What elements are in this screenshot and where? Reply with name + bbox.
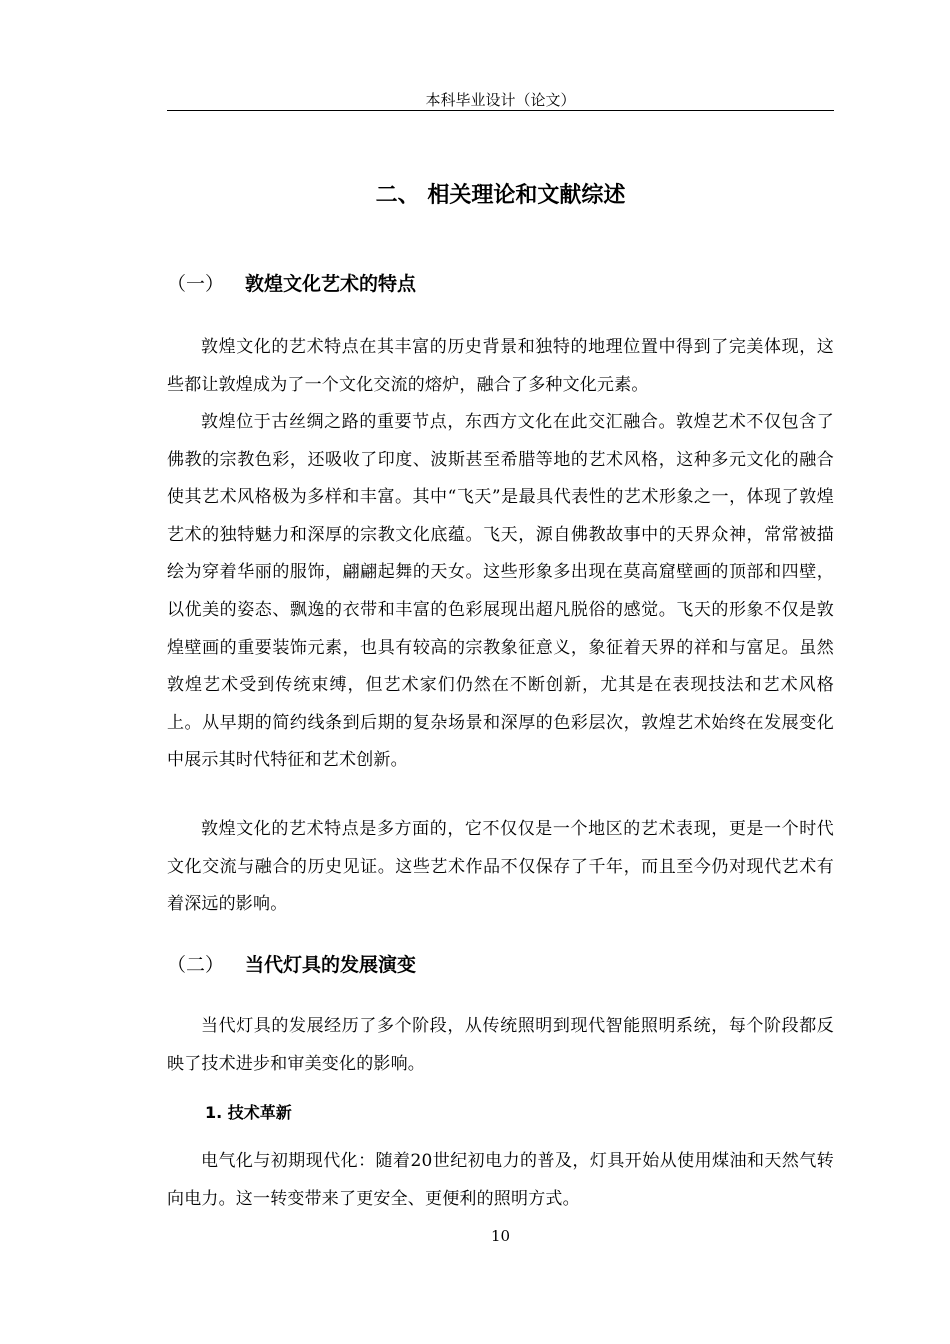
section-1-title: 敦煌文化艺术的特点 [245,273,417,295]
subsection-tech-paragraph: 电气化与初期现代化：随着20世纪初电力的普及，灯具开始从使用煤油和天然气转向电力。这一转变带来了更安全、更便利的照明方式。 [167,1151,834,1209]
section-1-heading [167,270,834,298]
chapter-title: 二、 相关理论和文献综述 [375,183,626,208]
section-1-paragraph-2: 敦煌位于古丝绸之路的重要节点，东西方文化在此交汇融合。敦煌艺术不仅包含了佛教的宗教色彩，还吸收了印度、波斯甚至希腊等地的艺术风格，这种多元文化的融合使其艺术风格极为多样和丰富。其中“飞天”是最具代表性的艺术形象之一，体现了敦煌艺术的独特魅力和深厚的宗教文化底蕴。飞天，源自佛教故事中的天界众神，常常被描绘为穿着华丽的服饰，翩翩起舞的天女。这些形象多出现在莫高窟壁画的顶部和四壁，以优美的姿态、飘逸的衣带和丰富的色彩展现出超凡脱俗的感觉。飞天的形象不仅是敦煌壁画的重要装饰元素，也具有较高的宗教象征意义，象征着天界的祥和与富足。虽然敦煌艺术受到传统束缚，但艺术家们仍然在不断创新，尤其是在表现技法和艺术风格上。从早期的简约线条到后期的复杂场景和深厚的色彩层次，敦煌艺术始终在发展变化中展示其时代特征和艺术创新。 [167,412,834,771]
page-number: 10 [490,1227,511,1245]
section-2-intro: 当代灯具的发展经历了多个阶段，从传统照明到现代智能照明系统，每个阶段都反映了技术进步和审美变化的影响。 [167,1016,834,1074]
page-header [167,90,834,110]
header-title: 本科毕业设计（论文） [425,91,576,109]
section-1-number: （一） [167,273,225,295]
header-rule [167,110,834,111]
section-1-paragraph-1: 敦煌文化的艺术特点在其丰富的历史背景和独特的地理位置中得到了完美体现，这些都让敦煌成为了一个文化交流的熔炉，融合了多种文化元素。 [167,337,834,395]
section-1-paragraph-3: 敦煌文化的艺术特点是多方面的，它不仅仅是一个地区的艺术表现，更是一个时代文化交流与融合的历史见证。这些艺术作品不仅保存了千年，而且至今仍对现代艺术有着深远的影响。 [167,819,834,915]
section-2-number: （二） [167,954,225,976]
subsection-heading-tech: 1. 技术革新 [205,1103,292,1122]
section-2-heading [167,951,834,979]
section-2-title: 当代灯具的发展演变 [245,954,417,976]
